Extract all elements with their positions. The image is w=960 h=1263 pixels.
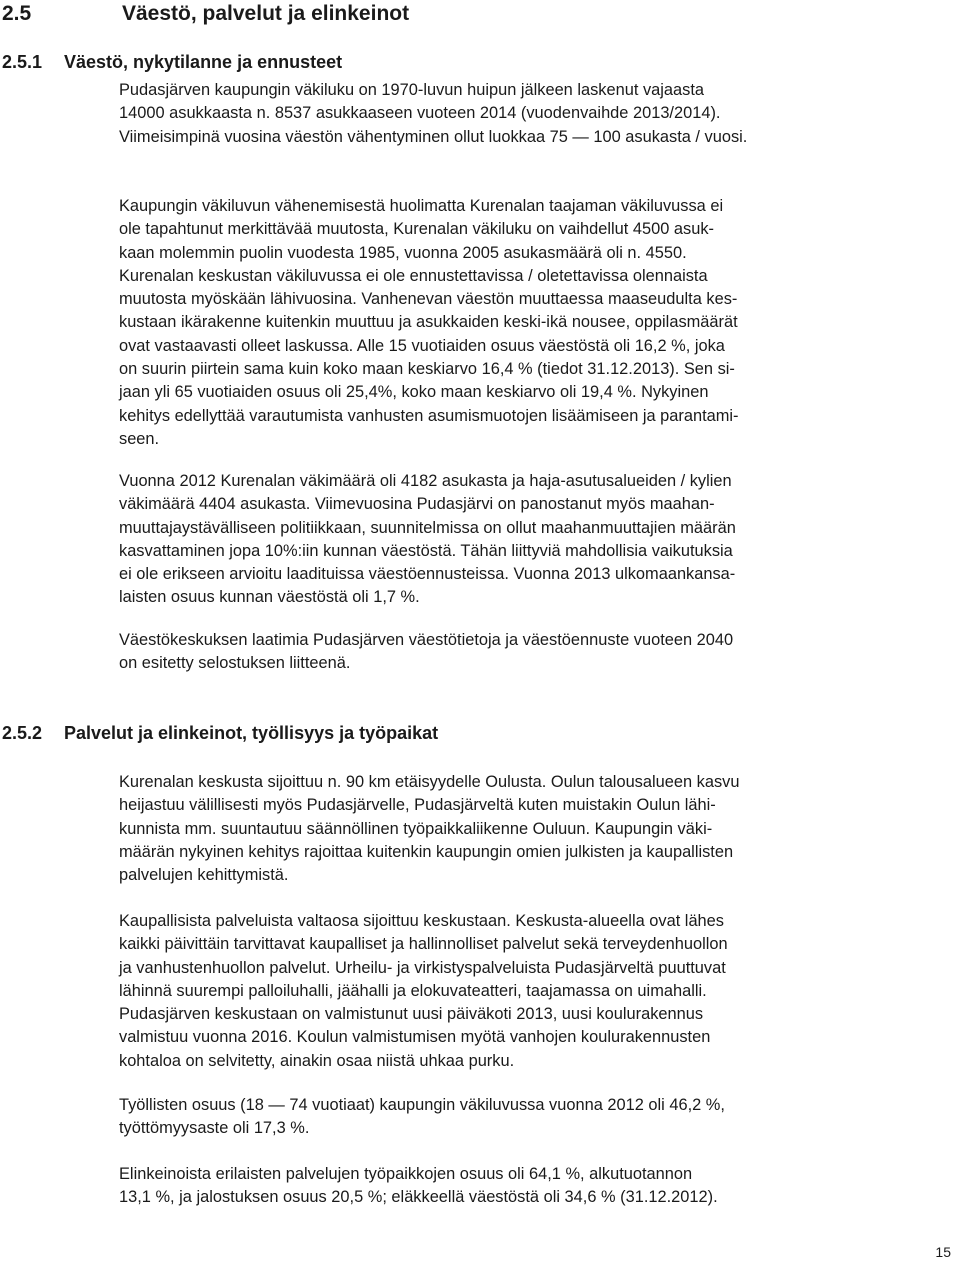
text-line: ovat vastaavasti olleet laskussa. Alle 15 vuotiaiden osuus väestöstä oli 16,2 %, joka — [119, 336, 725, 355]
paragraph — [119, 470, 879, 610]
text-line: kasvattaminen jopa 10%:iin kunnan väestöstä. Tähän liittyviä mahdollisia vaikutuksia — [119, 541, 733, 560]
subsection-heading-2-5-2 — [2, 721, 438, 745]
text-line: lähinnä suurempi palloiluhalli, jäähalli ja elokuvateatteri, taajamassa on uimahalli. — [119, 981, 707, 1000]
paragraph-population-forecast — [119, 629, 879, 676]
text-line: 14000 asukkaasta n. 8537 asukkaaseen vuoteen 2014 (vuodenvaihde 2013/2014). — [119, 104, 721, 123]
paragraph — [119, 771, 879, 887]
paragraph-commercial-services — [119, 910, 879, 1073]
text-line: on esitetty selostuksen liitteenä. — [119, 654, 351, 673]
paragraph — [119, 195, 879, 451]
paragraph-employment — [119, 1094, 879, 1141]
text-line: Kaupungin väkiluvun vähenemisestä huolimatta Kurenalan taajaman väkiluvussa ei — [119, 197, 724, 215]
text-line: heijastuu välillisesti myös Pudasjärvelle, Pudasjärveltä kuten muistakin Oulun lähi- — [119, 796, 716, 815]
text-line: Väestökeskuksen laatimia Pudasjärven väestötietoja ja väestöennuste vuoteen 2040 — [119, 631, 734, 649]
text-line: väkimäärä 4404 asukasta. Viimevuosina Pudasjärvi on panostanut myös maahan- — [119, 495, 715, 514]
text-line: ja vanhustenhuollon palvelut. Urheilu- ja virkistyspalveluista Pudasjärveltä puuttuvat — [119, 958, 726, 977]
text-line: kohtaloa on selvitetty, ainakin osaa niistä uhkaa purku. — [119, 1051, 515, 1070]
paragraph — [119, 629, 879, 676]
text-line: Työllisten osuus (18 — 74 vuotiaat) kaupungin väkiluvussa vuonna 2012 oli 46,2 %, — [119, 1096, 725, 1114]
subsection-heading-2-5-1 — [2, 50, 342, 74]
subsection-number: 2.5.2 — [2, 723, 43, 743]
text-line: jaan yli 65 vuotiaiden osuus oli 25,4%, koko maan keskiarvo oli 19,4 %. Nykyinen — [119, 383, 709, 402]
text-line: Vuonna 2012 Kurenalan väkimäärä oli 4182 asukasta ja haja-asutusalueiden / kylien — [119, 472, 732, 490]
paragraph-industries — [119, 1163, 879, 1210]
text-line: määrän nykyinen kehitys rajoittaa kuitenkin kaupungin omien julkisten ja kaupallisten — [119, 842, 734, 861]
text-line: Kurenalan keskustan väkiluvussa ei ole ennustettavissa / oletettavissa olennaista — [119, 266, 708, 285]
subsection-number: 2.5.1 — [2, 52, 43, 72]
text-line: ei ole erikseen arvioitu laadituissa väestöennusteissa. Vuonna 2013 ulkomaankansa- — [119, 565, 736, 584]
paragraph — [119, 1163, 879, 1210]
text-line: Elinkeinoista erilaisten palvelujen työpaikkojen osuus oli 64,1 %, alkutuotannon — [119, 1165, 693, 1183]
section-heading-2-5 — [2, 1, 409, 27]
text-line: on suurin piirtein sama kuin koko maan keskiarvo 16,4 % (tiedot 31.12.2013). Sen si- — [119, 360, 735, 379]
section-number: 2.5 — [2, 2, 32, 25]
paragraph-kurenala-population — [119, 195, 879, 451]
text-line: kaan molemmin puolin vuodesta 1985, vuonna 2005 asukasmäärä oli n. 4550. — [119, 243, 687, 262]
subsection-title: Palvelut ja elinkeinot, työllisyys ja työpaikat — [64, 723, 439, 743]
text-line: laisten osuus kunnan väestöstä oli 1,7 %. — [119, 588, 420, 607]
text-line: kustaan ikärakenne kuitenkin muuttuu ja asukkaiden keski-ikä nousee, oppilasmäärät — [119, 313, 738, 332]
text-line: Pudasjärven keskustaan on valmistunut uusi päiväkoti 2013, uusi koulurakennus — [119, 1005, 704, 1024]
paragraph-kurenala-location — [119, 771, 879, 887]
text-line: Pudasjärven kaupungin väkiluku on 1970-luvun huipun jälkeen laskenut vajaasta — [119, 81, 705, 99]
text-line: ole tapahtunut merkittävää muutosta, Kurenalan väkiluku on vaihdellut 4500 asuk- — [119, 220, 714, 239]
paragraph — [119, 910, 879, 1073]
subsection-title: Väestö, nykytilanne ja ennusteet — [64, 52, 343, 72]
text-line: Kaupallisista palveluista valtaosa sijoittuu keskustaan. Keskusta-alueella ovat lähes — [119, 912, 724, 930]
text-line: muuttajaystävälliseen politiikkaan, suunnitelmissa on ollut maahanmuuttajien määrän — [119, 518, 736, 537]
paragraph-population-trend — [119, 79, 879, 149]
paragraph-immigration — [119, 470, 879, 610]
text-line: kunnista mm. suuntautuu säännöllinen työpaikkaliikenne Ouluun. Kaupungin väki- — [119, 819, 713, 838]
paragraph — [119, 79, 879, 149]
text-line: Viimeisimpinä vuosina väestön vähentyminen ollut luokkaa 75 — 100 asukasta / vuosi. — [119, 127, 748, 146]
section-title: Väestö, palvelut ja elinkeinot — [122, 2, 410, 25]
text-line: valmistuu vuonna 2016. Koulun valmistumisen myötä vanhojen koulurakennusten — [119, 1028, 711, 1047]
text-line: palvelujen kehittymistä. — [119, 866, 289, 885]
text-line: seen. — [119, 429, 160, 448]
text-line: muutosta myöskään lähivuosina. Vanhenevan väestön muuttaessa maaseudulta kes- — [119, 290, 738, 309]
page-number: 15 — [935, 1244, 951, 1260]
text-line: kehitys edellyttää varautumista vanhusten asumismuotojen lisäämiseen ja parantami- — [119, 406, 739, 425]
text-line: kaikki päivittäin tarvittavat kaupalliset ja hallinnolliset palvelut sekä terveydenhuollon — [119, 935, 728, 954]
paragraph — [119, 1094, 879, 1141]
text-line: työttömyysaste oli 17,3 %. — [119, 1119, 310, 1138]
text-line: Kurenalan keskusta sijoittuu n. 90 km etäisyydelle Oulusta. Oulun talousalueen kasvu — [119, 773, 740, 791]
text-line: 13,1 %, ja jalostuksen osuus 20,5 %; eläkkeellä väestöstä oli 34,6 % (31.12.2012). — [119, 1188, 718, 1207]
